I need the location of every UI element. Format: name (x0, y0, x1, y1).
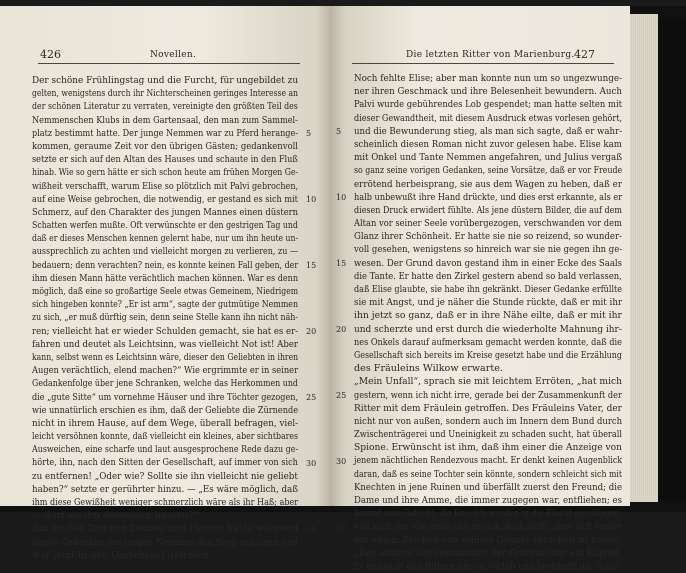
text-line: die „gute Sitte“ um vornehme Häuser und ihre Töchter gezogen, (32, 391, 299, 403)
text-line: der schönen Literatur zu verraten, vereinigte den größten Teil des (32, 101, 298, 113)
left-page-number: 426 (40, 48, 61, 61)
right-running-head: Die letzten Ritter von Marienburg. (406, 50, 575, 60)
text-line: nes Onkels darauf aufmerksam gemacht werden konnte, daß die (354, 336, 622, 348)
text-line: Gedankenfolge über jene Schranken, welche das Herkommen und (32, 378, 298, 390)
text-line: Gesellschaft sich bereits im Kreise gesetzt habe und die Erzählung (354, 349, 622, 361)
open-book (0, 6, 686, 572)
line-number: 30 (306, 458, 317, 468)
text-line: setzte er sich auf den Altan des Hauses und schaute in den Fluß (32, 154, 298, 166)
text-line: Altan vor seiner Seele vorübergezogen, verschwanden vor dem (354, 218, 622, 230)
text-line: mit einem Zeichen von seinem Gegner versehen zu haben. (354, 534, 622, 546)
text-line: sie mit Angst, und je näher die Stunde rückte, daß er mit ihr (354, 297, 623, 309)
text-line: kann, selbst wenn es Leichtsinn wäre, dieser den Geliebten in ihren (32, 351, 299, 363)
text-line: Noch fehlte Elise; aber man konnte nun um so ungezwunge- (354, 73, 622, 84)
line-number: 20 (306, 326, 317, 336)
text-line: Knechten in jene Ruinen und überfällt zuerst den Freund; die (354, 481, 623, 493)
text-line: möglich, daß eine so großartige Seele etwas Gemeinem, Niedrigem (32, 286, 299, 297)
text-line: jenem nächtlichen Rendezvous macht. Er denkt keinen Augenblick (354, 455, 623, 467)
text-line: ner ihren Geschmack und ihre Belesenheit bewundern. Auch (354, 86, 622, 98)
text-line: Spione. Erwünscht ist ihm, daß ihm einer die Anzeige von (354, 442, 623, 454)
text-line: ihm diese Gewißheit weniger schmerzlich wäre als ihr Haß; aber (32, 497, 299, 508)
text-line: platz bestimmt hatte. Der junge Nemmen war zu Pferd herange- (32, 127, 299, 139)
text-line: haben?“ setzte er gerührter hinzu. — „Es wäre möglich, daß (32, 483, 299, 495)
text-line: daran, daß es seine Tochter sein könnte, sondern schleicht sich mit (354, 468, 623, 480)
text-line: gelten, wenigstens durch ihr Nichterscheinen geringes Interesse an (32, 88, 299, 100)
text-line: Zwischenträgerei und Uneinigkeit zu schaden sucht, hat überall (354, 429, 622, 441)
text-line: die Tante. Er hatte den Zirkel gestern abend so bald verlassen, (354, 270, 622, 282)
text-line: sich hingeben konnte? „Er ist arm“, sagte der gutmütige Nemmen (32, 299, 299, 311)
text-line: errötend herbeisprang, sie aus dem Wagen zu heben, daß er (354, 178, 622, 190)
text-line: Er entdeckt den Rittern diesen Vorfall und bestimmt die Schul- (354, 560, 622, 572)
text-line: voll gesehen, wenigstens so hinreich war sie nie gegen ihn ge- (354, 244, 623, 256)
text-line: wißheit verschafft, warum Elise so plötzlich mit Palvi gebrochen, (32, 180, 299, 192)
page-edges (630, 14, 658, 502)
line-number: 35 (336, 522, 347, 532)
text-line: Der schöne Frühlingstag und die Furcht, für ungebildet zu (32, 75, 299, 86)
text-line: ihm diesen Mann hätte verächtlich machen können. War es denn (32, 272, 299, 284)
text-line: aussprechlich zu achten und vielleicht morgen zu verlieren, zu — (32, 246, 298, 258)
text-line: Ritter mit dem Fräulein getroffen. Des Fräuleins Vater, der (354, 402, 622, 414)
text-line: Nemmenschen Klubs in dem Gartensaal, den man zum Sammel- (32, 114, 298, 126)
left-page (0, 6, 330, 561)
right-page (330, 6, 630, 572)
line-number: 20 (336, 324, 347, 334)
text-line: mit Onkel und Tante Nemmen angefahren, und Julius vergaß (354, 152, 622, 164)
text-line: ren; vielleicht hat er wieder Schulden gemacht, sie hat es er- (32, 325, 299, 337)
text-line: wesen. Der Grund davon gestand ihm in einer Ecke des Saals (354, 257, 623, 269)
line-number: 30 (336, 456, 347, 466)
text-line: und auch der Alte zieht sich zurück, doch nicht, ohne sich vorher (354, 521, 622, 533)
text-line: dieser Gewandtheit, mit diesem Ausdruck etwas vorlesen gehört, (354, 112, 623, 124)
line-number: 15 (306, 260, 317, 270)
text-line: fahren und deutet als Leichtsinn, was vielleicht Not ist! Aber (32, 338, 299, 350)
text-line: des Fräuleins Wilkow erwarte. (354, 363, 503, 375)
text-line: bedauern; denn verachten? nein, es konnte keinen Fall geben, der (32, 259, 299, 271)
text-line: kommt zum Gefecht, die Knechte werden in die Flucht geschlagen, (354, 508, 622, 520)
text-line: daß Elise glaubte, sie habe ihn gekränkt. Dieser Gedanke erfüllte (354, 284, 623, 295)
text-line: nicht nur von außen, sondern auch im Innern dem Bund durch (354, 415, 623, 427)
text-line: so ganz seine vorigen Gedanken, seine Vorsätze, daß er vor Freude (354, 165, 623, 177)
text-line: gestern, wenn ich nicht irre, gerade bei der Zusammenkunft der (354, 389, 622, 401)
text-line: diesen Druck erwidert fühlte. Als jene düstern Bilder, die auf dem (354, 204, 623, 216)
text-line: zu sich, „er muß dürftig sein, denn seine Stelle kann ihn nicht näh- (32, 312, 298, 324)
text-line: und scherzte und erst durch die wiederholte Mahnung ihr- (354, 323, 622, 335)
text-line: nicht in ihrem Hause, auf dem Wege, überall befragen, viel- (32, 417, 299, 429)
text-line: und die Bewunderung stieg, als man sich sagte, daß er wahr- (354, 125, 623, 137)
left-running-head: Novellen. (150, 50, 197, 60)
text-line: daß er dieses Menschen kennen gelernt habe, nur um ihn heute un- (32, 233, 299, 245)
right-page-number: 427 (574, 48, 595, 61)
text-line: Ein großer Zug von Damen und Herren hatte während (32, 523, 299, 535)
text-line: „Den andern Tag versammelt der Großmeister ein Kapitel. (354, 547, 622, 559)
line-number: 5 (306, 128, 312, 138)
text-line: scheinlich diesen Roman nicht zuvor gelesen habe. Elise kam (354, 138, 622, 150)
line-number: 25 (306, 392, 317, 402)
text-line: hinab. Wie so gern hätte er sich schon heute am frühen Morgen Ge- (32, 167, 299, 179)
text-line: ihn jetzt so ganz, daß er in ihre Nähe eilte, daß er mit ihr (354, 310, 622, 322)
right-page-text (354, 72, 624, 573)
text-line: Dame und ihre Amme, die immer zugegen war, entfliehen; es (354, 495, 623, 506)
line-number: 35 (306, 524, 317, 534)
line-number: 25 (336, 390, 347, 400)
text-line: halb unbewußt ihre Hand drückte, und dies erst erkannte, als er (354, 191, 623, 203)
text-line: hörte, ihn, nach den Sitten der Gesellschaft, auf immer von sich (32, 457, 298, 469)
line-number: 10 (306, 194, 317, 204)
text-line: Schatten werfen mußte. Oft verwünschte er den gestrigen Tag und (32, 220, 298, 232)
text-line: Augen verächtlich, elend machen?“ Wie ergrimmte er in seiner (32, 365, 299, 377)
line-number: 15 (336, 258, 347, 268)
line-number: 10 (336, 192, 347, 202)
left-page-text (32, 74, 300, 562)
text-line: Ausweichen, eine scharfe und laut ausgesprochene Rede dazu ge- (32, 444, 299, 456)
text-line: Palvi wurde gebührendes Lob gespendet; man hatte selten mit (354, 99, 623, 111)
right-head-rule (352, 63, 614, 64)
text-line: „Mein Unfall“, sprach sie mit leichtem Erröten, „hat mich (354, 376, 623, 388)
text-line: kommen, geraume Zeit vor den übrigen Gästen; gedankenvoll (32, 140, 298, 152)
text-line: zu entfernen! „Oder wie? Sollte sie ihn vielleicht nie geliebt (32, 470, 298, 482)
text-line: — darf sie ihn deswegen hassen?“ (32, 510, 199, 522)
text-line: dieser Gedanken des jungen Nemmen den Berg erstiegen und (32, 536, 299, 548)
text-line: leicht versöhnen konnte, daß vielleicht ein kleines, aber sichtbares (32, 431, 299, 443)
text-line: auf eine Weise gebrochen, die notwendig, er gestand es sich mit (32, 193, 298, 205)
left-head-rule (38, 63, 300, 64)
book-cover-edge (658, 20, 686, 500)
text-line: Schmerz, auf den Charakter des jungen Mannes einen düstern (32, 206, 299, 218)
text-line: Glanz ihrer Schönheit. Er hatte sie nie so reizend, so wunder- (354, 231, 622, 243)
text-line: wie unnatürlich erschien es ihm, daß der Geliebte die Zürnende (32, 404, 299, 416)
line-number: 5 (336, 126, 342, 136)
text-line: war jetzt in den Gartensaal getreten. (32, 549, 213, 561)
